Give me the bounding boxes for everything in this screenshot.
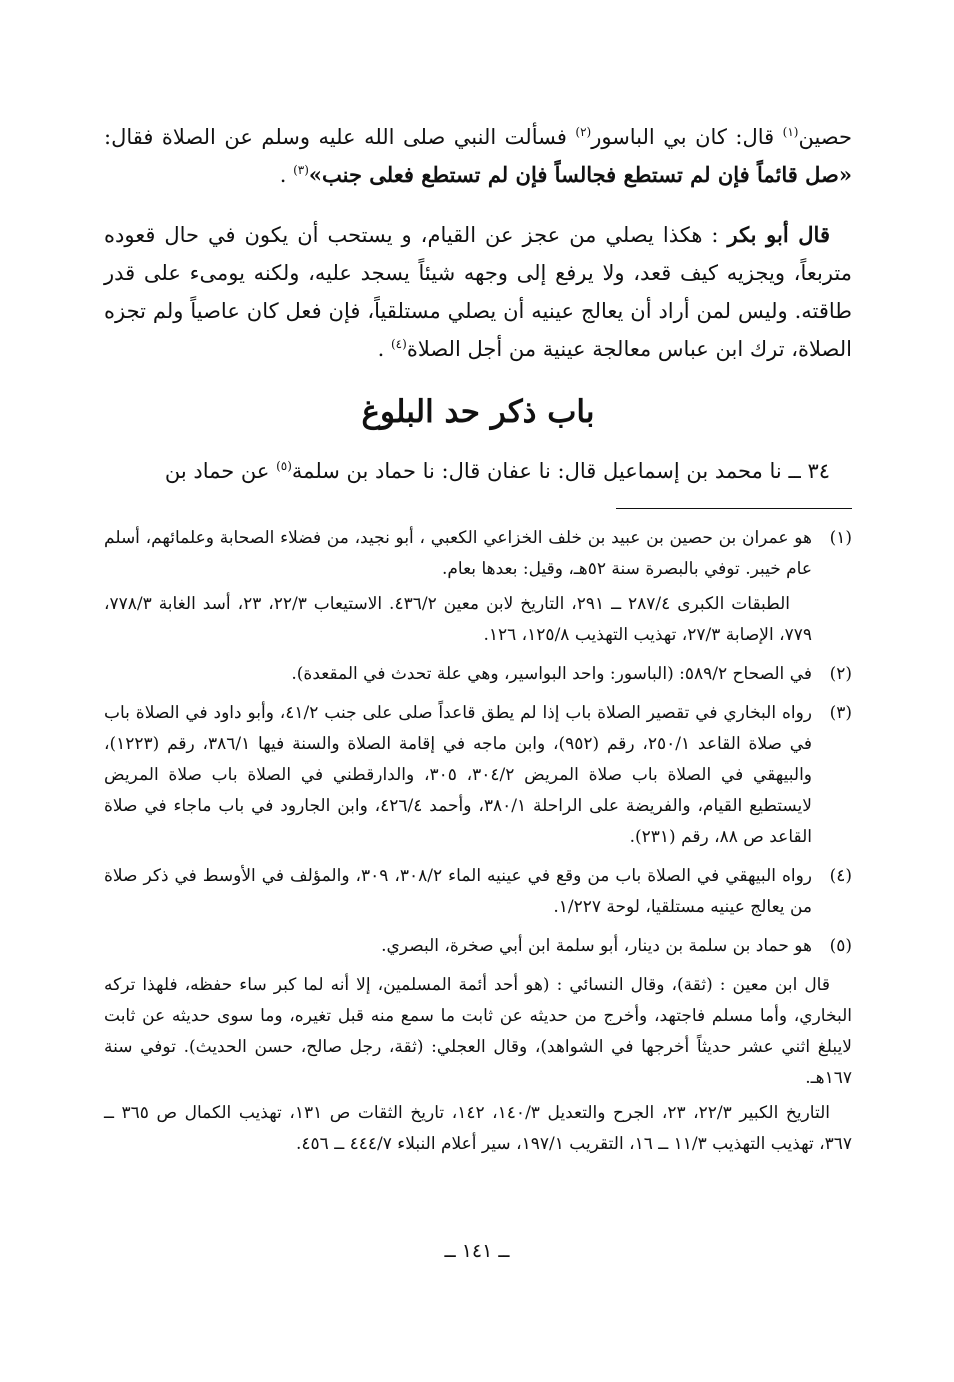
text-run: ٣٤ ــ نا محمد بن إسماعيل قال: نا عفان قال: نا حماد بن سلمة	[291, 459, 830, 483]
footnote-number: (٤)	[829, 866, 852, 886]
footnote-body	[104, 931, 812, 966]
text-run: حصين	[798, 125, 852, 149]
footnote-2	[104, 659, 852, 694]
page-number: ــ ١٤١ ــ	[444, 1240, 510, 1262]
footnote-ref-2: (٢)	[575, 125, 592, 139]
footnote-continuation: التاريخ الكبير ٢٢/٣، ٢٣، الجرح والتعديل ١٤٠/٣، ١٤٢، تاريخ الثقات ص ١٣١، تهذيب الكمال ص ٣٦٥ ــ ٣٦٧، تهذيب التهذيب ١١/٣ ــ ١٦، التقريب ١٩٧/١، سير أعلام النبلاء ٤٤٤/٧ ــ ٤٥٦.	[104, 1103, 852, 1154]
footnotes	[104, 523, 852, 1160]
footnote-text: هو حماد بن سلمة بن دينار، أبو سلمة ابن أبي صخرة، البصري.	[381, 936, 812, 956]
footnote-5	[104, 931, 852, 966]
footnote-text: رواه البخاري في تقصير الصلاة باب إذا لم يطق قاعداً صلى على جنب ٤١/٢، وأبو داود في الصلاة باب في صلاة القاعد ٢٥٠/١، رقم (٩٥٢)، وابن ماجه في إقامة الصلاة والسنة فيها ٣٨٦/١، رقم (١٢٢٣)، والبيهقي في الصلاة باب صلاة المريض ٣٠٤/٢، ٣٠٥، والدارقطني في الصلاة باب صلاة المريض لايستطيع القيام، والفريضة على الراحلة ٣٨٠/١، وأحمد ٤٢٦/٤، وابن الجارود في باب ماجاء في صلاة القاعد ص ٨٨، رقم (٢٣١).	[104, 703, 813, 847]
text-run: فسألت النبي صلى الله عليه وسلم عن الصلاة فقال:	[104, 125, 576, 149]
footnote-body	[104, 659, 812, 694]
footnote-3	[104, 698, 852, 857]
text-run: .	[377, 337, 391, 361]
speaker-lead: قال أبو بكر	[727, 222, 830, 247]
main-paragraph-3	[104, 452, 852, 490]
footnote-body	[104, 523, 812, 655]
footnote-text: هو عمران بن حصين بن عبيد بن خلف الخزاعي الكعبي ، أبو نجيد، من فضلاء الصحابة وعلمائهم، أسلم عام خيبر. توفي بالبصرة سنة ٥٢هـ، وقيل: بعدها بعام.	[104, 528, 812, 579]
footnote-number: (٥)	[829, 936, 852, 956]
footnote-ref-1: (١)	[782, 125, 799, 139]
footnote-divider	[616, 508, 852, 509]
chapter-heading: باب ذكر حد البلوغ	[361, 394, 595, 430]
footnote-number: (٣)	[829, 703, 852, 723]
footnote-ref-3: (٣)	[293, 163, 309, 177]
footnote-1	[104, 523, 852, 655]
footnote-text: في الصحاح ٥٨٩/٢: (الباسور: واحد البواسير، وهي علة تحدث في المقعدة).	[291, 664, 812, 684]
text-run: عن حماد بن	[164, 459, 277, 483]
page-body	[104, 118, 852, 1164]
footnote-body	[104, 861, 812, 927]
footnote-4	[104, 861, 852, 927]
main-paragraph-2	[104, 216, 852, 368]
footnote-ref-5: (٥)	[276, 459, 292, 473]
text-run: .	[279, 163, 294, 187]
footnote-text: رواه البيهقي في الصلاة باب من وقع في عينيه الماء ٣٠٨/٢، ٣٠٩، والمؤلف في الأوسط في ذكر صلاة من يعالج عينيه مستلقيا، لوحة ١/٢٢٧.	[104, 866, 813, 917]
footnote-number: (٢)	[829, 664, 852, 684]
footnote-ref-4: (٤)	[390, 337, 407, 351]
footnote-body	[104, 698, 812, 857]
footnote-text: الطبقات الكبرى ٢٨٧/٤ ــ ٢٩١، التاريخ لابن معين ٤٣٦/٢. الاستيعاب ٢٢/٣، ٢٣، أسد الغابة ٧٧٨/٣، ٧٧٩، الإصابة ٢٧/٣، تهذيب التهذيب ١٢٥/٨، ١٢٦.	[104, 594, 812, 645]
footnote-continuation: قال ابن معين : (ثقة)، وقال النسائي : (هو أحد أئمة المسلمين، إلا أنه لما كبر ساء حفظه، فلهذا تركه البخاري، وأما مسلم فاجتهد، وأخرج من حديثه عن ثابت ما سمع منه قبل تغيره، وما سوى حديثه عن ثابت لايبلغ اثني عشر حديثاً أخرجها في الشواهد)، وقال العجلي: (ثقة، رجل صالح، حسن الحديث). توفي سنة ١٦٧هـ.	[104, 975, 852, 1088]
footnote-number: (١)	[829, 528, 852, 548]
text-run: : هكذا يصلي من عجز عن القيام، و يستحب أن يكون في حال قعوده متربعاً، ويجزيه كيف قعد، ولا يرفع إلى وجهه شيئاً يسجد عليه، ولكنه يومىء على قدر طاقته. وليس لمن أراد أن يعالج عينيه أن يصلي مستلقياً، فإن فعل كان عاصياً ولم تجزه الصلاة، ترك ابن عباس معالجة عينية من أجل الصلاة	[104, 223, 852, 361]
main-paragraph-1	[104, 118, 852, 194]
text-run: قال: كان بي الباسور	[591, 125, 783, 149]
hadith-quote: «صل قائماً فإن لم تستطع فجالساً فإن لم تستطع فعلى جنب»	[308, 162, 852, 187]
